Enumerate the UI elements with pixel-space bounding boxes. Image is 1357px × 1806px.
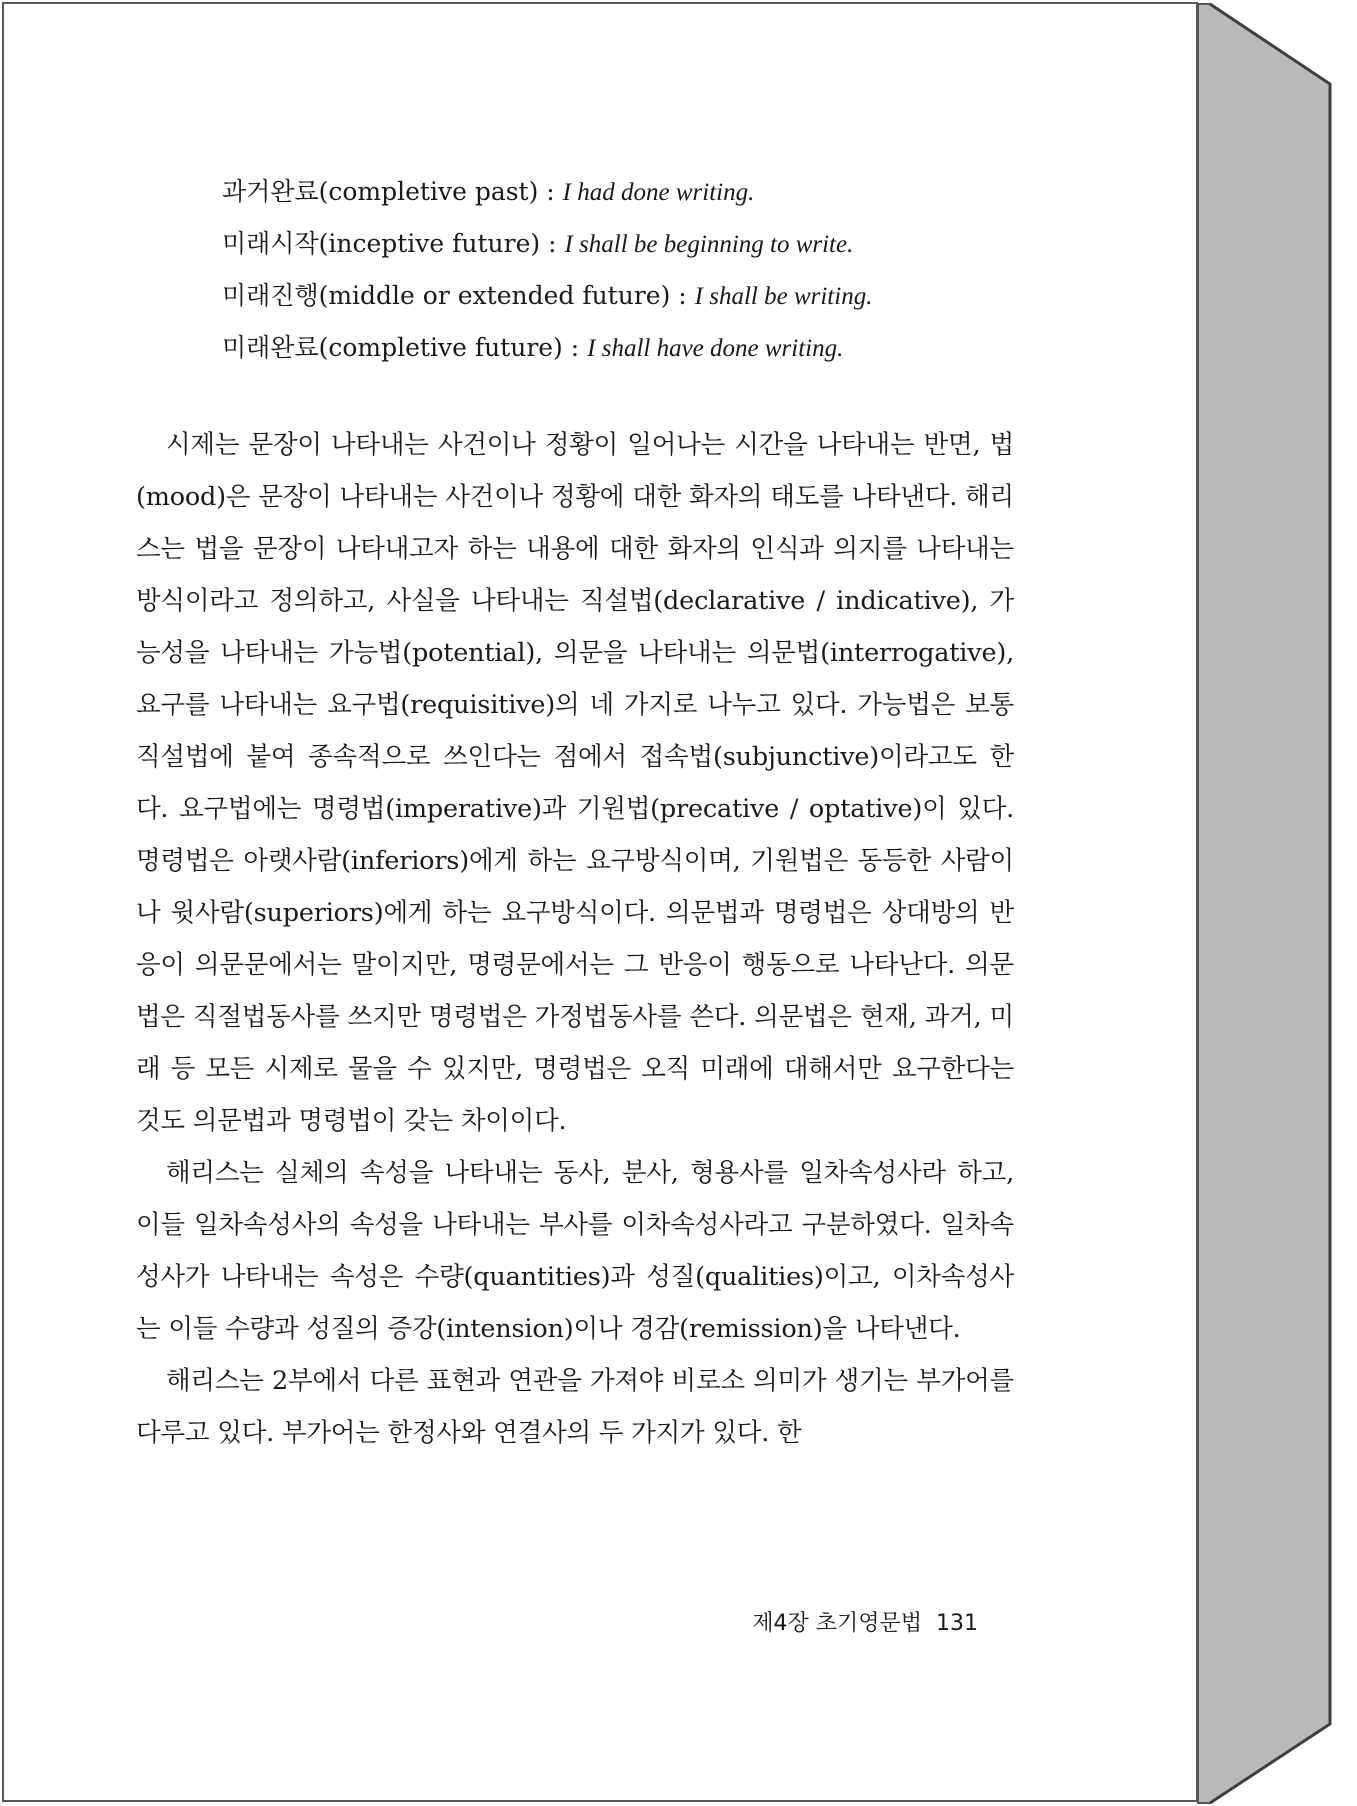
paragraph-accessories: 해리스는 2부에서 다른 표현과 연관을 가져야 비로소 의미가 생기는 부가어를 다루고 있다. 부가어는 한정사와 연결사의 두 가지가 있다. 한 bbox=[136, 1366, 1014, 1448]
example-sentence: I shall be beginning to write. bbox=[564, 231, 854, 258]
body-text bbox=[136, 419, 1014, 1459]
example-line bbox=[222, 270, 872, 322]
paragraph-mood: 시제는 문장이 나타내는 사건이나 정황이 일어나는 시간을 나타내는 반면, 법(mood)은 문장이 나타내는 사건이나 정황에 대한 화자의 태도를 나타낸다. 해리스는 법을 문장이 나타내고자 하는 내용에 대한 화자의 인식과 의지를 나타내는 방식이라고 정의하고, 사실을 나타내는 직설법(declarative / indicative), 가능성을 나타내는 가능법(potential), 의문을 나타내는 의문법(interrogative), 요구를 나타내는 요구법(requisitive)의 네 가지로 나누고 있다. 가능법은 보통 직설법에 붙여 종속적으로 쓰인다는 점에서 접속법(subjunctive)이라고도 한다. 요구법에는 명령법(imperative)과 기원법(precative / optative)이 있다. 명령법은 아랫사람(inferiors)에게 하는 요구방식이며, 기원법은 동등한 사람이나 윗사람(superiors)에게 하는 요구방식이다. 의문법과 명령법은 상대방의 반응이 의문문에서는 말이지만, 명령문에서는 그 반응이 행동으로 나타난다. 의문법은 직절법동사를 쓰지만 명령법은 가정법동사를 쓴다. 의문법은 현재, 과거, 미래 등 모든 시제로 물을 수 있지만, 명령법은 오직 미래에 대해서만 요구한다는 것도 의문법과 명령법이 갖는 차이이다. bbox=[136, 430, 1014, 1136]
example-line bbox=[222, 218, 872, 270]
example-line bbox=[222, 322, 872, 374]
example-sentence: I shall have done writing. bbox=[587, 335, 844, 362]
example-label: 과거완료(completive past) : bbox=[222, 177, 563, 206]
example-sentence: I had done writing. bbox=[562, 179, 755, 206]
example-label: 미래진행(middle or extended future) : bbox=[222, 281, 695, 310]
chapter-title: 제4장 초기영문법 bbox=[752, 1611, 922, 1636]
page-number: 131 bbox=[936, 1611, 978, 1636]
example-label: 미래완료(completive future) : bbox=[222, 333, 588, 362]
example-line bbox=[222, 166, 872, 218]
tense-examples bbox=[222, 166, 872, 374]
page-footer bbox=[752, 1606, 978, 1637]
example-label: 미래시작(inceptive future) : bbox=[222, 229, 565, 258]
paragraph-attributives: 해리스는 실체의 속성을 나타내는 동사, 분사, 형용사를 일차속성사라 하고, 이들 일차속성사의 속성을 나타내는 부사를 이차속성사라고 구분하였다. 일차속성사가 나타내는 속성은 수량(quantities)과 성질(qualities)이고, 이차속성사는 이들 수량과 성질의 증강(intension)이나 경감(remission)을 나타낸다. bbox=[136, 1158, 1014, 1344]
example-sentence: I shall be writing. bbox=[694, 283, 873, 310]
